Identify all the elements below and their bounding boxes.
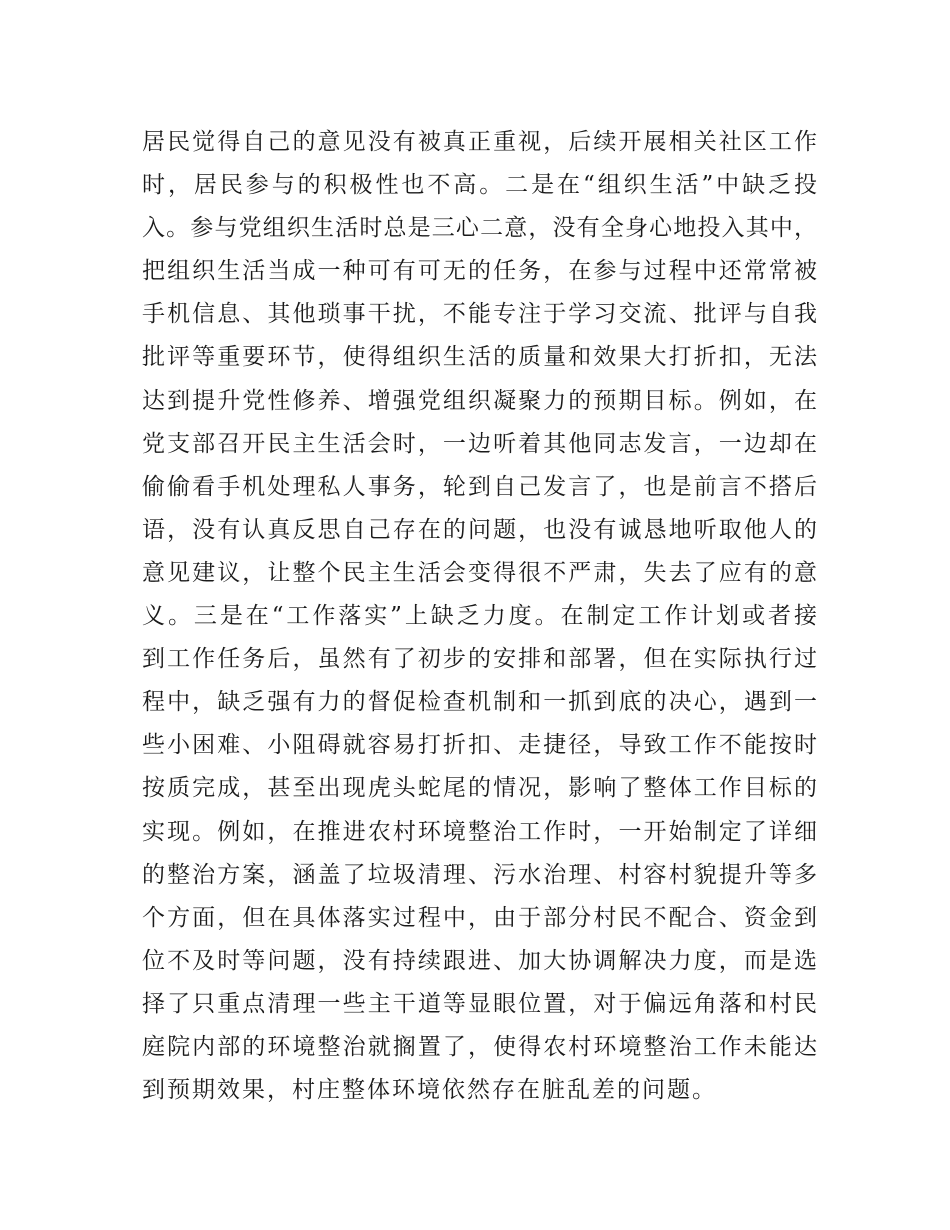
text-line: 按质完成，甚至出现虎头蛇尾的情况，影响了整体工作目标的 bbox=[142, 775, 817, 802]
text-line: 位不及时等问题，没有持续跟进、加大协调解决力度，而是选 bbox=[142, 947, 817, 974]
text-line: 偷偷看手机处理私人事务，轮到自己发言了，也是前言不搭后 bbox=[142, 473, 817, 500]
body-paragraph bbox=[142, 121, 817, 1112]
text-line: 到工作任务后，虽然有了初步的安排和部署，但在实际执行过 bbox=[142, 646, 817, 673]
text-line: 时，居民参与的积极性也不高。二是在“组织生活”中缺乏投 bbox=[142, 172, 817, 199]
text-line: 入。参与党组织生活时总是三心二意，没有全身心地投入其中， bbox=[142, 215, 817, 242]
text-line: 的整治方案，涵盖了垃圾清理、污水治理、村容村貌提升等多 bbox=[142, 861, 817, 888]
text-line: 语，没有认真反思自己存在的问题，也没有诚恳地听取他人的 bbox=[142, 516, 817, 543]
text-line: 批评等重要环节，使得组织生活的质量和效果大打折扣，无法 bbox=[142, 344, 817, 371]
text-line: 达到提升党性修养、增强党组织凝聚力的预期目标。例如，在 bbox=[142, 387, 817, 414]
text-line: 义。三是在“工作落实”上缺乏力度。在制定工作计划或者接 bbox=[142, 603, 817, 630]
text-line: 庭院内部的环境整治就搁置了，使得农村环境整治工作未能达 bbox=[142, 1033, 817, 1060]
text-line: 到预期效果，村庄整体环境依然存在脏乱差的问题。 bbox=[142, 1077, 717, 1104]
text-line: 择了只重点清理一些主干道等显眼位置，对于偏远角落和村民 bbox=[142, 990, 817, 1017]
text-line: 把组织生活当成一种可有可无的任务，在参与过程中还常常被 bbox=[142, 258, 817, 285]
text-line: 程中，缺乏强有力的督促检查机制和一抓到底的决心，遇到一 bbox=[142, 689, 817, 716]
text-line: 些小困难、小阻碍就容易打折扣、走捷径，导致工作不能按时 bbox=[142, 732, 817, 759]
text-line: 党支部召开民主生活会时，一边听着其他同志发言，一边却在 bbox=[142, 430, 817, 457]
text-line: 意见建议，让整个民主生活会变得很不严肃，失去了应有的意 bbox=[142, 559, 817, 586]
text-line: 个方面，但在具体落实过程中，由于部分村民不配合、资金到 bbox=[142, 904, 817, 931]
text-line: 居民觉得自己的意见没有被真正重视，后续开展相关社区工作 bbox=[142, 129, 817, 155]
text-line: 手机信息、其他琐事干扰，不能专注于学习交流、批评与自我 bbox=[142, 301, 817, 328]
text-line: 实现。例如，在推进农村环境整治工作时，一开始制定了详细 bbox=[142, 818, 817, 845]
